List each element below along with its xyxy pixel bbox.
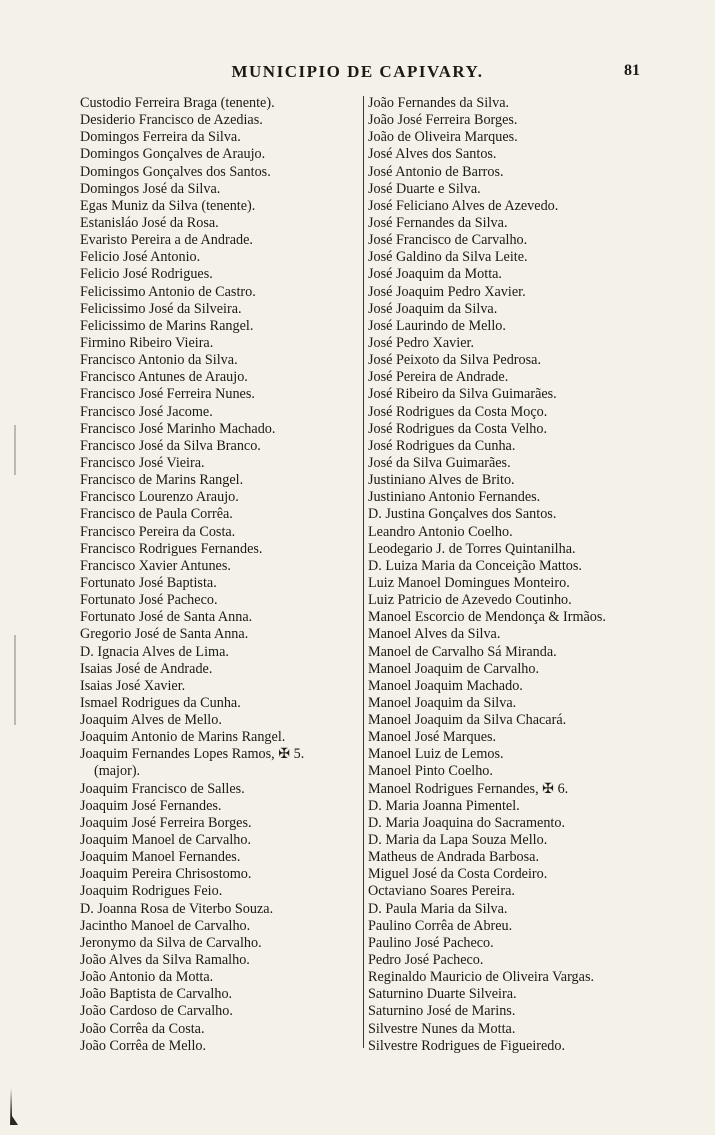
list-item: João Baptista de Carvalho. <box>80 986 233 1003</box>
list-item: Matheus de Andrada Barbosa. <box>368 849 539 866</box>
list-item: Joaquim Manoel Fernandes. <box>80 849 241 866</box>
list-item: José Feliciano Alves de Azevedo. <box>368 197 559 214</box>
list-item: Felicissimo de Marins Rangel. <box>80 317 254 334</box>
list-item: José Galdino da Silva Leite. <box>368 249 528 266</box>
list-item: Joaquim Pereira Chrisostomo. <box>80 866 252 883</box>
list-item: Paulino José Pacheco. <box>368 934 494 951</box>
list-item: Francisco de Paula Corrêa. <box>80 506 233 523</box>
list-item: Luiz Manoel Domingues Monteiro. <box>368 574 570 591</box>
list-item: D. Maria da Lapa Souza Mello. <box>368 832 548 849</box>
list-item: João Cardoso de Carvalho. <box>80 1003 233 1020</box>
list-item: Desiderio Francisco de Azedias. <box>80 112 263 129</box>
list-item: Leandro Antonio Coelho. <box>368 523 513 540</box>
list-item: José Duarte e Silva. <box>368 180 481 197</box>
list-item: Silvestre Nunes da Motta. <box>368 1020 516 1037</box>
list-item: Francisco José Vieira. <box>80 454 205 471</box>
list-item: Leodegario J. de Torres Quintanilha. <box>368 540 576 557</box>
list-item: Justiniano Antonio Fernandes. <box>368 489 541 506</box>
list-item: Silvestre Rodrigues de Figueiredo. <box>368 1037 566 1054</box>
list-item: D. Paula Maria da Silva. <box>368 900 508 917</box>
list-item: José Pedro Xavier. <box>368 334 474 351</box>
list-item: José Joaquim Pedro Xavier. <box>368 283 526 300</box>
list-item: (major). <box>94 763 141 780</box>
list-item: Justiniano Alves de Brito. <box>368 472 515 489</box>
list-item: Domingos Ferreira da Silva. <box>80 129 241 146</box>
list-item: Manoel Joaquim Machado. <box>368 677 523 694</box>
list-item: José Antonio de Barros. <box>368 163 504 180</box>
list-item: Francisco José Ferreira Nunes. <box>80 386 255 403</box>
scan-margin-mark <box>14 635 16 725</box>
list-item: Gregorio José de Santa Anna. <box>80 626 249 643</box>
list-item: Evaristo Pereira a de Andrade. <box>80 232 253 249</box>
list-item: Felicissimo Antonio de Castro. <box>80 283 256 300</box>
list-item: Estanisláo José da Rosa. <box>80 214 219 231</box>
list-item: Isaias José Xavier. <box>80 677 186 694</box>
list-item: Joaquim Rodrigues Feio. <box>80 883 223 900</box>
list-item: José Laurindo de Mello. <box>368 317 506 334</box>
list-item: D. Maria Joanna Pimentel. <box>368 797 520 814</box>
list-item: D. Luiza Maria da Conceição Mattos. <box>368 557 582 574</box>
right-column <box>368 95 668 1055</box>
list-item: José Peixoto da Silva Pedrosa. <box>368 352 541 369</box>
list-item: Felicio José Antonio. <box>80 249 201 266</box>
list-item: Francisco José da Silva Branco. <box>80 437 261 454</box>
list-item: Fortunato José de Santa Anna. <box>80 609 253 626</box>
list-item: José Joaquim da Silva. <box>368 300 498 317</box>
page-header <box>0 62 715 86</box>
list-item: Reginaldo Mauricio de Oliveira Vargas. <box>368 969 595 986</box>
list-item: Jeronymo da Silva de Carvalho. <box>80 934 262 951</box>
list-item: Domingos José da Silva. <box>80 180 221 197</box>
list-item: José da Silva Guimarães. <box>368 454 511 471</box>
list-item: Felicio José Rodrigues. <box>80 266 213 283</box>
list-item: Francisco Antonio da Silva. <box>80 352 238 369</box>
list-item: Pedro José Pacheco. <box>368 952 484 969</box>
scan-margin-mark <box>14 425 16 475</box>
list-item: José Rodrigues da Costa Velho. <box>368 420 548 437</box>
list-item: João Corrêa da Costa. <box>80 1020 205 1037</box>
list-item: Manoel Joaquim da Silva. <box>368 694 517 711</box>
list-item: José Rodrigues da Cunha. <box>368 437 516 454</box>
list-item: João Fernandes da Silva. <box>368 95 510 111</box>
list-item: Domingos Gonçalves de Araujo. <box>80 146 266 163</box>
list-item: João Corrêa de Mello. <box>80 1037 207 1054</box>
list-item: Luiz Patricio de Azevedo Coutinho. <box>368 592 572 609</box>
list-item: Joaquim José Ferreira Borges. <box>80 814 252 831</box>
list-item: Joaquim Alves de Mello. <box>80 712 222 729</box>
column-divider <box>363 96 364 1048</box>
list-item: José Fernandes da Silva. <box>368 214 508 231</box>
list-item: João Alves da Silva Ramalho. <box>80 952 250 969</box>
list-item: Firmino Ribeiro Vieira. <box>80 334 214 351</box>
list-item: Manoel José Marques. <box>368 729 497 746</box>
list-item: José Francisco de Carvalho. <box>368 232 528 249</box>
list-item: Joaquim Antonio de Marins Rangel. <box>80 729 286 746</box>
list-item: D. Maria Joaquina do Sacramento. <box>368 814 565 831</box>
list-item: D. Justina Gonçalves dos Santos. <box>368 506 557 523</box>
list-item: Manoel de Carvalho Sá Miranda. <box>368 643 557 660</box>
list-item: João de Oliveira Marques. <box>368 129 518 146</box>
list-item: D. Joanna Rosa de Viterbo Souza. <box>80 900 274 917</box>
list-item: Joaquim José Fernandes. <box>80 797 222 814</box>
list-item: Manoel Alves da Silva. <box>368 626 501 643</box>
list-item: Manoel Joaquim de Carvalho. <box>368 660 539 677</box>
list-item: Octaviano Soares Pereira. <box>368 883 515 900</box>
page-corner-mark <box>9 1088 19 1126</box>
list-item: Custodio Ferreira Braga (tenente). <box>80 95 275 111</box>
list-item: Francisco de Marins Rangel. <box>80 472 244 489</box>
list-item: José Rodrigues da Costa Moço. <box>368 403 548 420</box>
list-item: Fortunato José Pacheco. <box>80 592 218 609</box>
list-item: Felicissimo José da Silveira. <box>80 300 242 317</box>
list-item: Francisco Xavier Antunes. <box>80 557 231 574</box>
list-item: Domingos Gonçalves dos Santos. <box>80 163 271 180</box>
list-item: Ismael Rodrigues da Cunha. <box>80 694 241 711</box>
list-item: José Joaquim da Motta. <box>368 266 502 283</box>
list-item: Manoel Escorcio de Mendonça & Irmãos. <box>368 609 606 626</box>
list-item: Isaias José de Andrade. <box>80 660 213 677</box>
list-item: João José Ferreira Borges. <box>368 112 518 129</box>
list-item: Paulino Corrêa de Abreu. <box>368 917 513 934</box>
list-item: Fortunato José Baptista. <box>80 574 217 591</box>
list-item: Francisco Lourenzo Araujo. <box>80 489 239 506</box>
page-number: 81 <box>624 62 640 79</box>
list-item: Joaquim Francisco de Salles. <box>80 780 245 797</box>
list-item: Saturnino Duarte Silveira. <box>368 986 517 1003</box>
list-item: Francisco Antunes de Araujo. <box>80 369 248 386</box>
list-item: Miguel José da Costa Cordeiro. <box>368 866 548 883</box>
list-item: Manoel Pinto Coelho. <box>368 763 493 780</box>
list-item: Manoel Luiz de Lemos. <box>368 746 504 763</box>
list-item: Manoel Rodrigues Fernandes, ✠ 6. <box>368 780 569 797</box>
list-item: Francisco Pereira da Costa. <box>80 523 236 540</box>
list-item: João Antonio da Motta. <box>80 969 214 986</box>
page-title: MUNICIPIO DE CAPIVARY. <box>231 62 484 81</box>
list-item: Joaquim Manoel de Carvalho. <box>80 832 251 849</box>
list-item: Manoel Joaquim da Silva Chacará. <box>368 712 567 729</box>
list-item: José Ribeiro da Silva Guimarães. <box>368 386 557 403</box>
list-item: Saturnino José de Marins. <box>368 1003 516 1020</box>
list-item: D. Ignacia Alves de Lima. <box>80 643 229 660</box>
list-item: Francisco José Jacome. <box>80 403 213 420</box>
list-item: Francisco Rodrigues Fernandes. <box>80 540 263 557</box>
list-item: Jacintho Manoel de Carvalho. <box>80 917 251 934</box>
list-item: Francisco José Marinho Machado. <box>80 420 276 437</box>
left-column <box>80 95 364 1055</box>
list-item: José Alves dos Santos. <box>368 146 497 163</box>
list-item: Joaquim Fernandes Lopes Ramos, ✠ 5. <box>80 746 305 763</box>
list-item: Egas Muniz da Silva (tenente). <box>80 197 256 214</box>
list-item: José Pereira de Andrade. <box>368 369 509 386</box>
